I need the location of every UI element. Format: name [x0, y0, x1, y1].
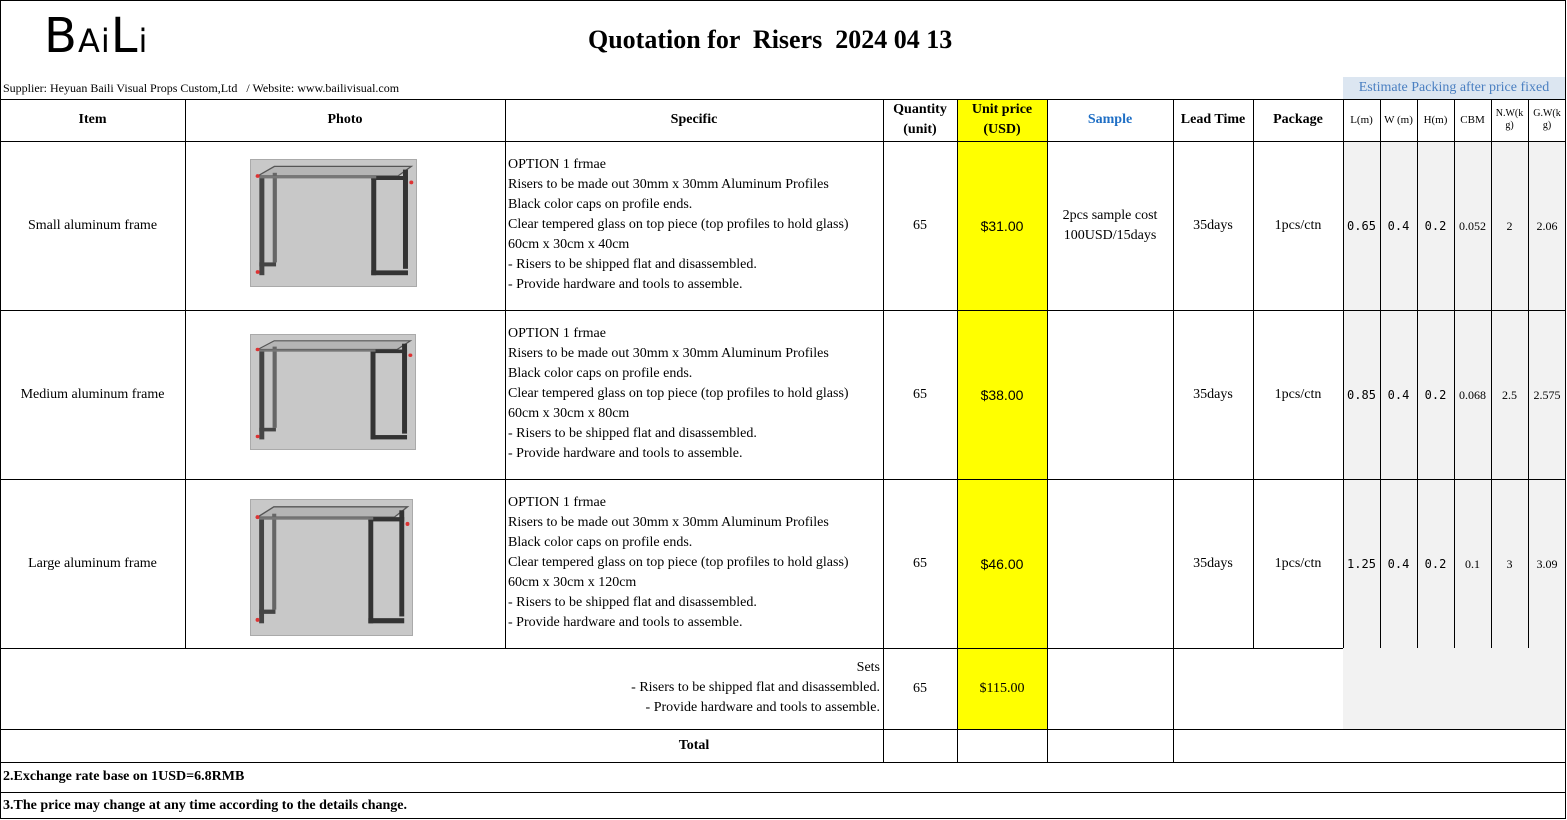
estimate-packing-note: Estimate Packing after price fixed — [1343, 77, 1565, 99]
unit-price-value: $31.00 — [980, 217, 1024, 234]
header-lead-time: Lead Time — [1180, 112, 1246, 127]
header-length: L(m) — [1350, 114, 1373, 126]
width-value: 0.4 — [1387, 218, 1410, 233]
baili-logo: BAiLi — [44, 8, 149, 64]
supplier-info: Supplier: Heyuan Baili Visual Props Custom,Ltd / Website: www.bailivisual.com — [3, 81, 400, 95]
net-weight-value: 3 — [1506, 556, 1513, 571]
total-label: Total — [678, 737, 710, 753]
header-package: Package — [1273, 112, 1323, 127]
width-value: 0.4 — [1387, 387, 1410, 402]
header-width: W (m) — [1384, 114, 1413, 126]
note-price-change: 3.The price may change at any time according to the details change. — [3, 798, 408, 813]
header-cbm: CBM — [1460, 114, 1485, 126]
frame-photo-icon — [250, 499, 413, 636]
item-name: Small aluminum frame — [27, 217, 158, 233]
height-value: 0.2 — [1424, 218, 1447, 233]
cbm-value: 0.1 — [1465, 556, 1480, 571]
spec-text: OPTION 1 frmae Risers to be made out 30mm x 30mm Aluminum Profiles Black color caps on profile ends. Clear tempered glass on top piece (top profiles to hold glass) 60cm x 30cm x 80cm - Risers to be shipped flat and disassembled. - Provide hardware and tools to assemble. — [508, 326, 849, 461]
length-value: 0.85 — [1347, 387, 1376, 402]
gross-weight-value: 2.575 — [1533, 387, 1561, 402]
frame-photo-icon — [250, 334, 416, 450]
gross-weight-value: 3.09 — [1536, 556, 1558, 571]
cbm-value: 0.052 — [1459, 218, 1486, 233]
sample-info: 2pcs sample cost 100USD/15days — [1062, 207, 1158, 243]
unit-price-value: $46.00 — [980, 555, 1024, 572]
header-height: H(m) — [1423, 114, 1448, 126]
gross-weight-value: 2.06 — [1536, 218, 1558, 233]
height-value: 0.2 — [1424, 387, 1447, 402]
unit-price-value: $38.00 — [980, 386, 1024, 403]
page-title: Quotation for Risers 2024 04 13 — [588, 25, 953, 54]
package-value: 1pcs/ctn — [1274, 386, 1322, 402]
height-value: 0.2 — [1424, 556, 1447, 571]
sample-info — [1047, 479, 1173, 648]
length-value: 0.65 — [1347, 218, 1376, 233]
header-net-weight: N.W(k g) — [1495, 108, 1524, 131]
item-name: Medium aluminum frame — [20, 386, 165, 402]
quantity-value: 65 — [913, 386, 927, 402]
package-value: 1pcs/ctn — [1274, 217, 1322, 233]
sets-quantity: 65 — [913, 680, 927, 696]
quantity-value: 65 — [913, 217, 927, 233]
lead-time-value: 35days — [1193, 555, 1233, 571]
net-weight-value: 2 — [1506, 218, 1513, 233]
lead-time-value: 35days — [1193, 386, 1233, 402]
header-photo: Photo — [327, 112, 363, 127]
length-value: 1.25 — [1347, 556, 1376, 571]
cbm-value: 0.068 — [1459, 387, 1486, 402]
sets-unit-price: $115.00 — [979, 680, 1025, 696]
header-item: Item — [78, 112, 107, 127]
header-specific: Specific — [670, 112, 718, 127]
package-value: 1pcs/ctn — [1274, 555, 1322, 571]
header-gross-weight: G.W(k g) — [1533, 108, 1561, 131]
header-unit-price: Unit price (USD) — [971, 102, 1033, 137]
sets-description: Sets - Risers to be shipped flat and disassembled. - Provide hardware and tools to assemble. — [631, 660, 880, 715]
quantity-value: 65 — [913, 555, 927, 571]
spec-text: OPTION 1 frmae Risers to be made out 30mm x 30mm Aluminum Profiles Black color caps on profile ends. Clear tempered glass on top piece (top profiles to hold glass) 60cm x 30cm x 40cm - Risers to be shipped flat and disassembled. - Provide hardware and tools to assemble. — [508, 157, 849, 292]
item-name: Large aluminum frame — [28, 555, 157, 571]
note-exchange-rate: 2.Exchange rate base on 1USD=6.8RMB — [3, 769, 245, 784]
header-sample: Sample — [1087, 112, 1133, 127]
width-value: 0.4 — [1387, 556, 1410, 571]
sample-info — [1047, 310, 1173, 479]
lead-time-value: 35days — [1193, 217, 1233, 233]
header-quantity: Quantity (unit) — [893, 102, 947, 137]
net-weight-value: 2.5 — [1502, 387, 1517, 402]
spec-text: OPTION 1 frmae Risers to be made out 30mm x 30mm Aluminum Profiles Black color caps on profile ends. Clear tempered glass on top piece (top profiles to hold glass) 60cm x 30cm x 120cm - Risers to be shipped flat and disassembled. - Provide hardware and tools to assemble. — [508, 495, 849, 630]
frame-photo-icon — [250, 159, 417, 287]
